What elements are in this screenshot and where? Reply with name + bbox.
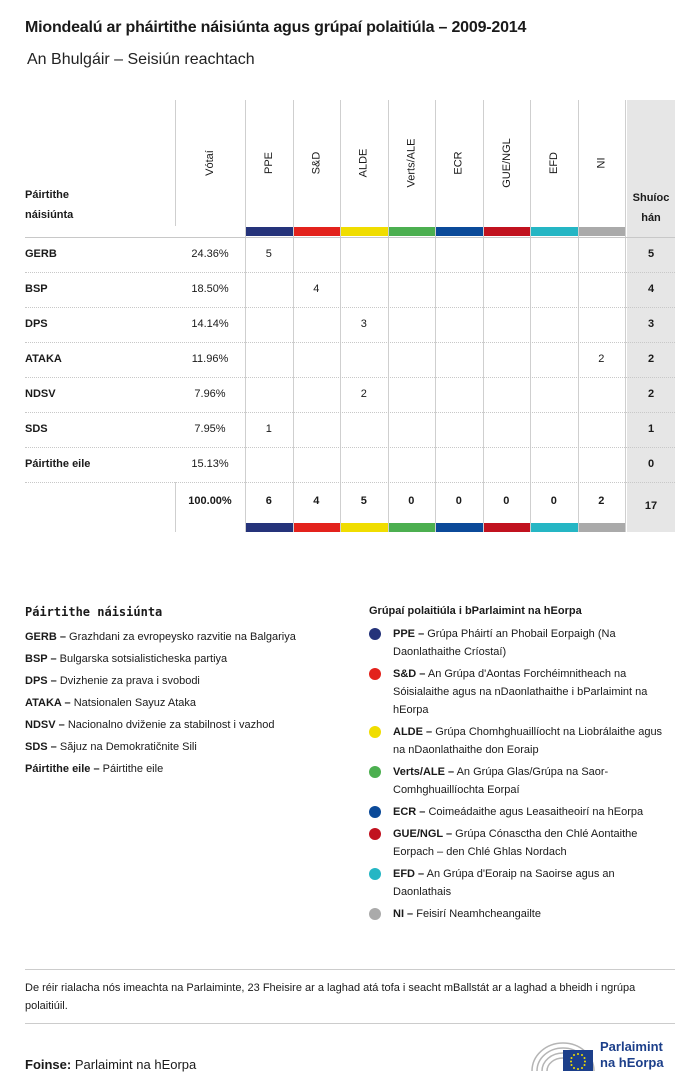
- group-total-cell: 0: [503, 495, 510, 507]
- group-full-name: An Grúpa d'Aontas Forchéimnitheach na Sóisialaithe agus na nDaonlathaithe i bParlaimint na hEorpa: [393, 668, 648, 716]
- source-value: Parlaimint na hEorpa: [74, 1057, 197, 1072]
- group-color-dot-icon: [369, 628, 381, 640]
- total-votes: 100.00%: [188, 495, 232, 507]
- source-line: [25, 1057, 196, 1072]
- group-full-name: Grúpa Chomhghuaillíocht na Liobrálaithe agus na nDaonlathaithe don Eoraip: [393, 726, 663, 756]
- seats-column-header: Shuíoc hán: [632, 192, 670, 224]
- group-legend-item: [369, 625, 669, 661]
- political-groups-legend: [369, 605, 669, 927]
- party-abbr: BSP –: [25, 653, 57, 665]
- group-total-cell: 0: [550, 495, 557, 507]
- party-seats-total: 1: [647, 423, 655, 435]
- group-color-bar: [389, 523, 436, 532]
- group-column-header: [245, 100, 293, 226]
- group-column-header: [340, 100, 388, 226]
- party-legend-item: [25, 626, 345, 648]
- group-header-label: NI: [595, 157, 608, 169]
- party-abbr: DPS –: [25, 675, 57, 687]
- group-full-name: Coimeádaithe agus Leasaitheoirí na hEorpa: [428, 806, 644, 818]
- party-legend-item: [25, 758, 345, 780]
- party-seats-total: 5: [647, 248, 655, 260]
- row-divider: [25, 272, 675, 273]
- seat-count-cell: 2: [360, 388, 367, 400]
- group-column-header: [578, 100, 626, 226]
- party-seats-total: 0: [647, 458, 655, 470]
- party-legend-item: [25, 670, 345, 692]
- group-header-label: Verts/ALE: [405, 138, 418, 188]
- group-abbr: Verts/ALE –: [393, 766, 455, 778]
- group-header-label: ALDE: [357, 148, 370, 178]
- party-abbr: Páirtithe eile –: [25, 763, 100, 775]
- group-header-label: S&D: [310, 151, 323, 175]
- party-name: GERB: [25, 248, 57, 260]
- grand-total-seats: 17: [644, 500, 658, 512]
- party-votes: 14.14%: [191, 318, 229, 330]
- row-divider: [25, 482, 675, 483]
- parliament-logo: [530, 1037, 680, 1077]
- party-legend-item: [25, 648, 345, 670]
- party-full-name: Grazhdani za evropeysko razvitie na Balgariya: [69, 631, 296, 643]
- group-color-bar: [341, 523, 388, 532]
- party-legend-item: [25, 714, 345, 736]
- group-abbr: ALDE –: [393, 726, 433, 738]
- group-column-header: [388, 100, 436, 226]
- party-seats-total: 3: [647, 318, 655, 330]
- row-divider: [25, 412, 675, 413]
- group-color-bar: [294, 227, 341, 236]
- group-full-name: Grúpa Cónasctha den Chlé Aontaithe Eorpach – den Chlé Ghlas Nordach: [393, 828, 638, 858]
- group-header-label: ECR: [452, 151, 465, 175]
- group-total-cell: 4: [313, 495, 320, 507]
- party-seats-total: 2: [647, 353, 655, 365]
- group-legend-item: [369, 905, 669, 923]
- group-color-bar: [531, 227, 578, 236]
- party-full-name: Nacionalno dviženie za stabilnost i vazhod: [67, 719, 275, 731]
- group-abbr: NI –: [393, 908, 414, 920]
- national-parties-legend: [25, 605, 345, 780]
- party-full-name: Bulgarska sotsialisticheska partiya: [59, 653, 228, 665]
- group-color-bar: [579, 227, 626, 236]
- group-color-dot-icon: [369, 828, 381, 840]
- group-column-header: [530, 100, 578, 226]
- party-votes: 24.36%: [191, 248, 229, 260]
- group-legend-item: [369, 763, 669, 799]
- party-votes: 7.95%: [194, 423, 226, 435]
- logo-text: [600, 1039, 664, 1071]
- party-abbr: SDS –: [25, 741, 57, 753]
- group-color-bar: [341, 227, 388, 236]
- party-abbr: NDSV –: [25, 719, 65, 731]
- seat-count-cell: 2: [598, 353, 605, 365]
- page-subtitle: An Bhulgáir – Seisiún reachtach: [27, 51, 255, 68]
- group-full-name: Grúpa Pháirtí an Phobail Eorpaigh (Na Daonlathaithe Críostaí): [393, 628, 616, 658]
- party-legend-item: [25, 692, 345, 714]
- party-column-header: Páirtithe náisiúnta: [25, 189, 74, 221]
- group-abbr: PPE –: [393, 628, 425, 640]
- group-color-bar: [484, 523, 531, 532]
- group-header-label: EFD: [547, 152, 560, 174]
- group-full-name: An Grúpa d'Eoraip na Saoirse agus an Daonlathais: [393, 868, 615, 898]
- group-total-cell: 0: [455, 495, 462, 507]
- group-total-cell: 0: [408, 495, 415, 507]
- group-column-header: [483, 100, 531, 226]
- group-color-dot-icon: [369, 668, 381, 680]
- logo-line-2: na hEorpa: [600, 1055, 664, 1070]
- party-name: ATAKA: [25, 353, 62, 365]
- divider: [25, 1023, 675, 1024]
- page-title: Miondealú ar pháirtithe náisiúnta agus grúpaí polaitiúla – 2009-2014: [25, 19, 527, 36]
- logo-line-1: Parlaimint: [600, 1039, 663, 1054]
- group-color-bar: [436, 227, 483, 236]
- group-legend-item: [369, 665, 669, 719]
- source-label: Foinse:: [25, 1057, 72, 1072]
- group-header-label: GUE/NGL: [500, 138, 513, 188]
- header-rule: [25, 237, 675, 238]
- group-legend-item: [369, 825, 669, 861]
- party-abbr: GERB –: [25, 631, 66, 643]
- divider: [25, 969, 675, 970]
- group-header-label: PPE: [262, 151, 275, 175]
- party-votes: 18.50%: [191, 283, 229, 295]
- party-abbr: ATAKA –: [25, 697, 71, 709]
- group-color-bar: [246, 227, 293, 236]
- group-color-bar: [579, 523, 626, 532]
- political-groups-legend-title: Grúpaí polaitiúla i bParlaimint na hEorpa: [369, 605, 582, 617]
- party-votes: 15.13%: [191, 458, 229, 470]
- party-name: Páirtithe eile: [25, 458, 91, 470]
- party-name: NDSV: [25, 388, 56, 400]
- hemicycle-emblem-icon: [530, 1037, 596, 1077]
- party-full-name: Natsionalen Sayuz Ataka: [73, 697, 197, 709]
- group-color-dot-icon: [369, 868, 381, 880]
- group-color-dot-icon: [369, 806, 381, 818]
- group-abbr: GUE/NGL –: [393, 828, 453, 840]
- group-color-bar: [484, 227, 531, 236]
- group-color-bar: [531, 523, 578, 532]
- votes-column-header: [175, 100, 245, 226]
- party-legend-item: [25, 736, 345, 758]
- party-votes: 11.96%: [191, 353, 229, 365]
- group-full-name: An Grúpa Glas/Grúpa na Saor-Comhghuaillíochta Eorpaí: [393, 766, 609, 796]
- party-seats-total: 4: [647, 283, 655, 295]
- group-abbr: ECR –: [393, 806, 426, 818]
- group-color-bar: [436, 523, 483, 532]
- group-color-dot-icon: [369, 908, 381, 920]
- party-seats-total: 2: [647, 388, 655, 400]
- seat-count-cell: 5: [265, 248, 272, 260]
- group-column-header: [435, 100, 483, 226]
- results-table: [25, 100, 675, 533]
- votes-header-label: Vótaí: [204, 150, 216, 176]
- seat-count-cell: 4: [313, 283, 320, 295]
- party-name: SDS: [25, 423, 48, 435]
- group-total-cell: 6: [265, 495, 272, 507]
- group-column-header: [293, 100, 341, 226]
- group-legend-item: [369, 723, 669, 759]
- group-legend-item: [369, 803, 669, 821]
- party-full-name: Páirtithe eile: [102, 763, 164, 775]
- party-name: BSP: [25, 283, 48, 295]
- group-color-dot-icon: [369, 766, 381, 778]
- group-abbr: S&D –: [393, 668, 426, 680]
- seat-count-cell: 1: [265, 423, 272, 435]
- group-abbr: EFD –: [393, 868, 425, 880]
- national-parties-legend-title: Páirtithe náisiúnta: [25, 605, 163, 619]
- party-full-name: Dvizhenie za prava i svobodi: [59, 675, 200, 687]
- row-divider: [25, 447, 675, 448]
- party-votes: 7.96%: [194, 388, 226, 400]
- group-total-cell: 2: [598, 495, 605, 507]
- group-color-dot-icon: [369, 726, 381, 738]
- footnote: De réir rialacha nós imeachta na Parlaiminte, 23 Fheisire ar a laghad atá tofa i seacht mBallstát ar a laghad a bheidh i ngrúpa polaitiúil.: [25, 982, 636, 1012]
- party-name: DPS: [25, 318, 48, 330]
- party-full-name: Săjuz na Demokratičnite Sili: [59, 741, 197, 753]
- group-legend-item: [369, 865, 669, 901]
- group-color-bar: [294, 523, 341, 532]
- group-full-name: Feisirí Neamhcheangailte: [416, 908, 541, 920]
- seat-count-cell: 3: [360, 318, 367, 330]
- column-divider: [625, 100, 626, 532]
- group-total-cell: 5: [360, 495, 367, 507]
- group-color-bar: [389, 227, 436, 236]
- group-color-bar: [246, 523, 293, 532]
